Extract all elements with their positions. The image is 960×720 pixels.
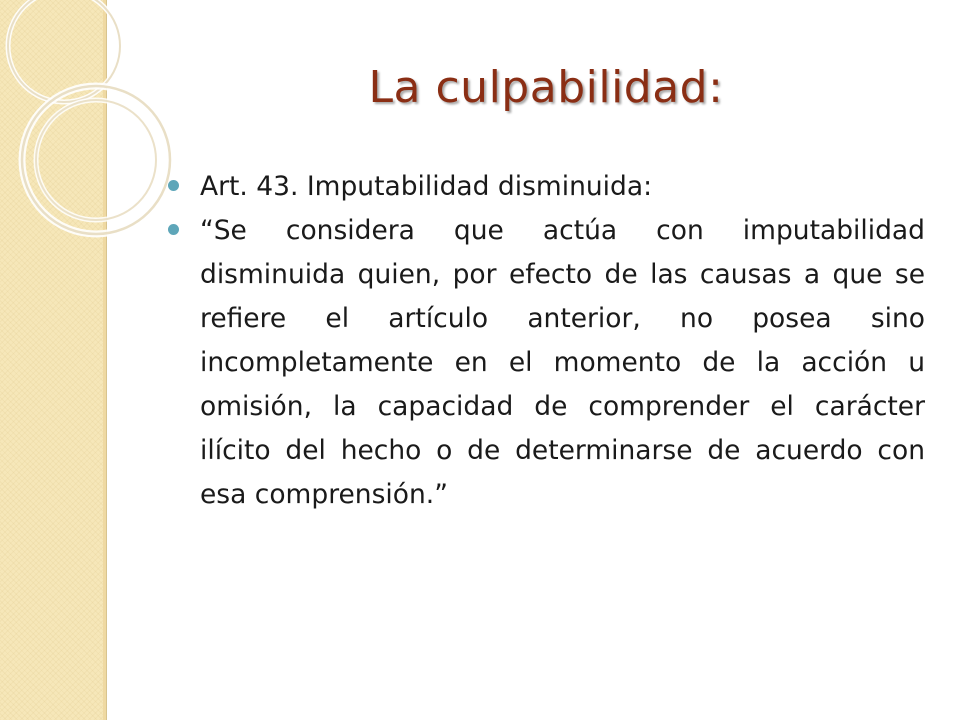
list-item xyxy=(165,209,925,517)
bullet-list xyxy=(165,165,925,517)
slide-title: La culpabilidad: xyxy=(368,62,724,113)
bullet-text: Art. 43. Imputabilidad disminuida: xyxy=(200,171,653,202)
bullet-text: “Se considera que actúa con imputabilidad disminuida quien, por efecto de las causas a que se refiere el artículo anterior, no posea sino incompletamente en el momento de la acción u omisión, la capacidad de comprender el carácter ilícito del hecho o de determinarse de acuerdo con esa comprensión.” xyxy=(200,215,925,510)
bullet-icon xyxy=(168,224,179,235)
list-item xyxy=(165,165,925,209)
bullet-icon xyxy=(168,180,179,191)
